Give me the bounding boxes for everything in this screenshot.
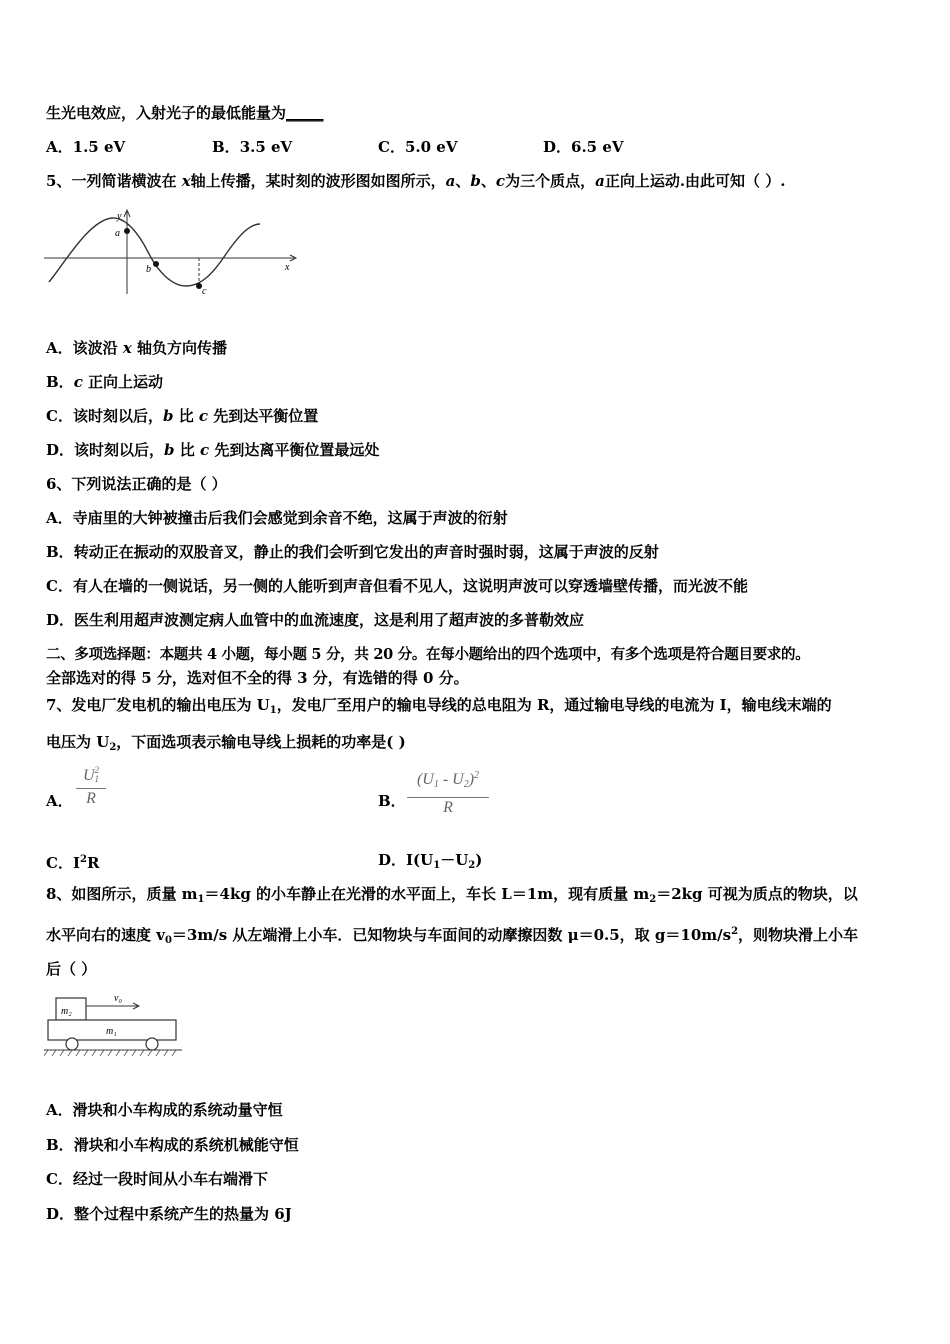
block-m2-label: m₂ — [61, 1006, 72, 1017]
q7-option-a-fraction[interactable] — [74, 766, 108, 808]
q5-option-a[interactable]: A．该波沿 x 轴负方向传播 — [46, 339, 228, 357]
q5-option-c[interactable]: C．该时刻以后，b 比 c 先到达平衡位置 — [46, 407, 319, 425]
label-c: c — [202, 286, 207, 296]
q8-stem-line1: 8、如图所示，质量 $m_1=4kg$ 的小车静止在光滑的水平面上，车长 L＝1m，现有质量 $m_2=2kg$ 可视为质点的物块，以 — [46, 885, 858, 905]
wheel-left — [66, 1038, 78, 1050]
cart-figure — [44, 988, 184, 1058]
q6-option-b[interactable]: B．转动正在振动的双股音叉，静止的我们会听到它发出的声音时强时弱，这属于声波的反射 — [46, 543, 659, 561]
q8-option-b[interactable]: B．滑块和小车构成的系统机械能守恒 — [46, 1136, 299, 1154]
fraction-a-bar — [76, 788, 106, 789]
q8-option-c[interactable]: C．经过一段时间从小车右端滑下 — [46, 1170, 268, 1188]
velocity-label: v₀ — [114, 993, 122, 1004]
q7-option-b-fraction[interactable] — [405, 766, 491, 817]
wheel-right — [146, 1038, 158, 1050]
q5-option-d[interactable]: D．该时刻以后，b 比 c 先到达离平衡位置最远处 — [46, 441, 380, 459]
q6-option-c[interactable]: C．有人在墙的一侧说话，另一侧的人能听到声音但看不见人，这说明声波可以穿透墙壁传播，而光波不能 — [46, 577, 748, 595]
label-b: b — [146, 264, 151, 275]
q7-stem-line1: 7、发电厂发电机的输出电压为 $U_1$，发电厂至用户的输电导线的总电阻为 R，通过输电导线的电流为 I，输电线末端的 — [46, 696, 832, 716]
q4-option-d[interactable]: D．6.5 eV — [543, 138, 624, 156]
q8-option-d[interactable]: D．整个过程中系统产生的热量为 6J — [46, 1205, 292, 1223]
q6-option-a[interactable]: A．寺庙里的大钟被撞击后我们会感觉到余音不绝，这属于声波的衍射 — [46, 509, 508, 527]
wave-curve — [49, 218, 260, 286]
ground-hatching — [44, 1050, 176, 1056]
point-a — [124, 228, 130, 234]
q7-option-a-letter[interactable]: A． — [46, 792, 73, 810]
q8-stem-line3: 后（ ） — [46, 960, 97, 978]
q4-option-c[interactable]: C．5.0 eV — [378, 138, 458, 156]
q5-stem: 5、一列简谐横波在 x轴上传播，某时刻的波形图如图所示，a、b、c为三个质点，a正向上运动.由此可知（ ）. — [46, 172, 786, 190]
q5-option-b[interactable]: B．c 正向上运动 — [46, 373, 164, 391]
fraction-a-numerator: U 2 1 — [82, 765, 100, 784]
y-label: y — [117, 211, 122, 222]
fraction-b-bar — [407, 797, 489, 798]
q4-option-a[interactable]: A．1.5 eV — [46, 138, 126, 156]
label-a: a — [115, 228, 120, 239]
point-b — [153, 261, 159, 267]
section2-line1: 二、多项选择题：本题共 4 小题，每小题 5 分，共 20 分。在每小题给出的四个选项中，有多个选项是符合题目要求的。 — [46, 646, 810, 663]
fraction-b-denominator: R — [443, 799, 453, 816]
q8-stem-line2: 水平向右的速度 $v_0=3m/s$ 从左端滑上小车．已知物块与车面间的动摩擦因数 μ＝0.5，取 $g=10m/s^2$，则物块滑上小车 — [46, 926, 859, 946]
q7-stem-line2: 电压为 $U_2$，下面选项表示输电导线上损耗的功率是( ) — [46, 733, 406, 753]
q6-option-d[interactable]: D．医生利用超声波测定病人血管中的血流速度，这是利用了超声波的多普勒效应 — [46, 611, 585, 629]
fraction-b-numerator: $(U_1 - U_2)^2$ — [416, 770, 480, 790]
q4-option-b[interactable]: B．3.5 eV — [212, 138, 293, 156]
q4-stem-tail: 生光电效应，入射光子的最低能量为_____ — [46, 104, 324, 122]
q8-option-a[interactable]: A．滑块和小车构成的系统动量守恒 — [46, 1101, 283, 1119]
q6-stem: 6、下列说法正确的是（ ） — [46, 475, 227, 493]
cart-m1-label: m₁ — [106, 1026, 117, 1037]
wave-figure — [44, 206, 300, 296]
section2-line2: 全部选对的得 5 分，选对但不全的得 3 分，有选错的得 0 分。 — [46, 669, 469, 687]
q7-option-c[interactable]: C．$I^2R$ — [46, 854, 100, 872]
x-label: x — [285, 262, 290, 273]
q7-option-d[interactable]: D．$I(U_1-U_2)$ — [378, 851, 483, 871]
q7-option-b-letter[interactable]: B． — [378, 792, 406, 810]
fraction-a-denominator: R — [86, 790, 96, 807]
